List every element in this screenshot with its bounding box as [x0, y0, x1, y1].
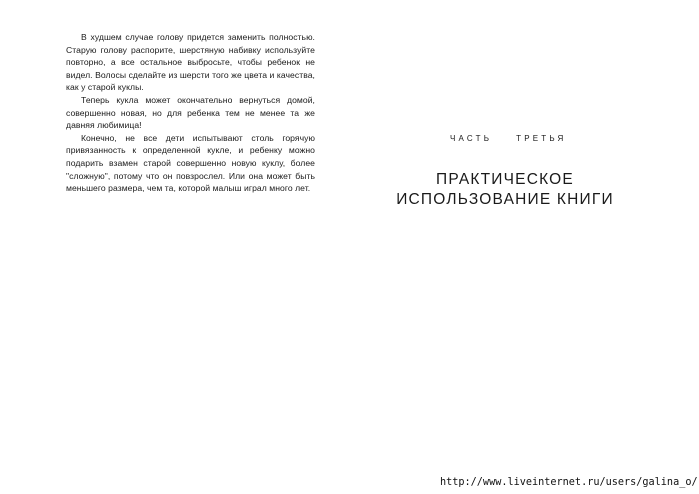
- chapter-title: [380, 170, 630, 209]
- right-page: [380, 0, 630, 494]
- part-label: [450, 134, 566, 143]
- paragraph: Конечно, не все дети испытывают столь горячую привязанность к определенной кукле, и ребенку можно подарить взамен старой совершенно новую куклу, более "сложную", потому что он повзрослел. Или она может быть меньшего размера, чем та, которой малыш играл много лет.: [66, 132, 315, 194]
- chapter-title-line-1: ПРАКТИЧЕСКОЕ: [436, 171, 574, 188]
- paragraph: В худшем случае голову придется заменить полностью. Старую голову распорите, шерстяную набивку используйте повторно, а все остальное выбросьте, чтобы ребенок не видел. Волосы сделайте из шерсти того же цвета и качества, как у старой куклы.: [66, 32, 315, 93]
- paragraph: Теперь кукла может окончательно вернуться домой, совершенно новая, но для ребенка тем не менее та же давняя любимица!: [66, 94, 315, 131]
- part-number: ТРЕТЬЯ: [516, 134, 567, 143]
- watermark-url: http://www.liveinternet.ru/users/galina_o/: [440, 477, 698, 488]
- part-word: ЧАСТЬ: [450, 134, 493, 143]
- left-page-text: [66, 31, 315, 195]
- chapter-title-line-2: ИСПОЛЬЗОВАНИЕ КНИГИ: [396, 190, 614, 208]
